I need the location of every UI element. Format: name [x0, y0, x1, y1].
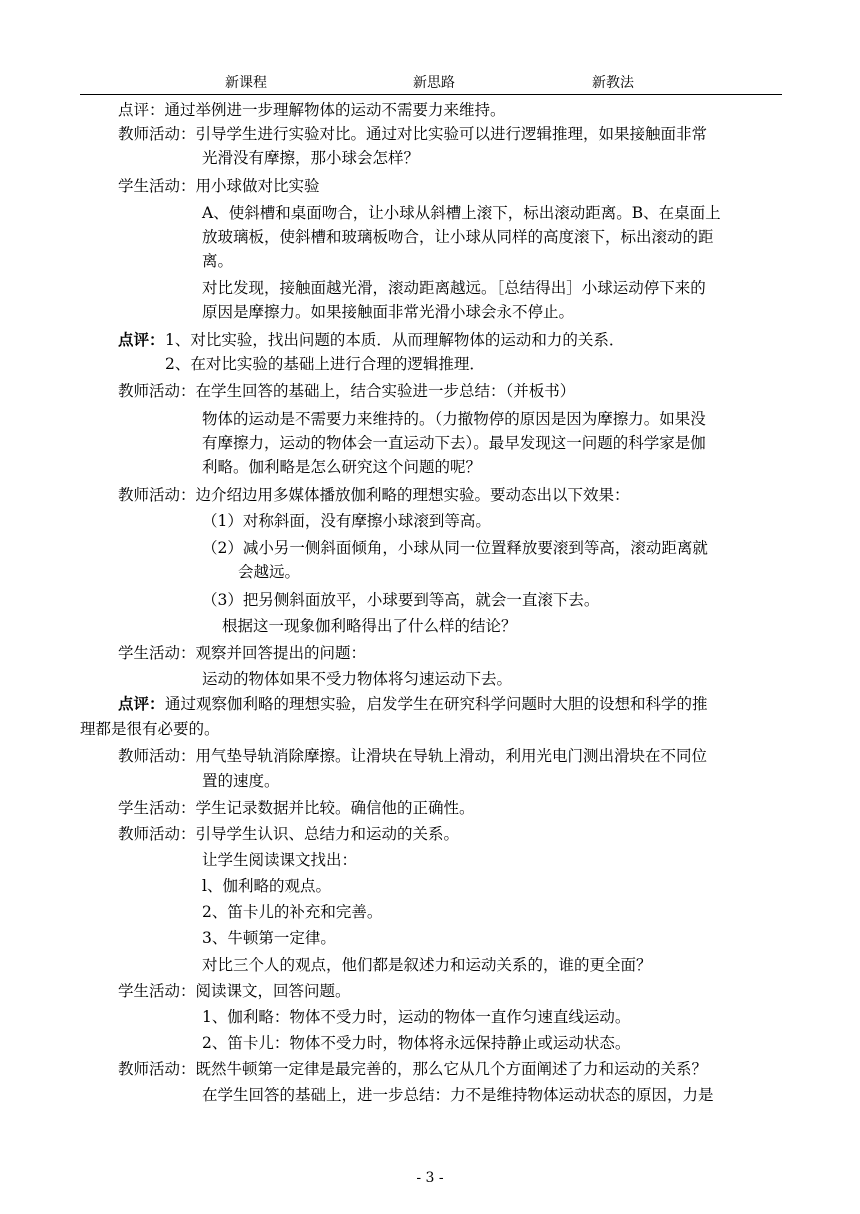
text-line: 教师活动：引导学生认识、总结力和运动的关系。	[118, 825, 460, 843]
page-number: - 3 -	[416, 1170, 444, 1186]
text-line: 学生活动：学生记录数据并比较。确信他的正确性。	[118, 799, 475, 817]
text-line: 利略。伽利略是怎么研究这个问题的呢？	[202, 458, 482, 476]
text-line: 通过观察伽利略的理想实验，启发学生在研究科学问题时大胆的设想和科学的推	[165, 695, 708, 713]
text-line: 3、牛顿第一定律。	[202, 929, 336, 947]
text-line: 1、伽利略：物体不受力时，运动的物体一直作匀速直线运动。	[202, 1008, 631, 1026]
text-line: （3）把另侧斜面放平，小球要到等高，就会一直滚下去。	[202, 591, 600, 609]
text-line: 2、笛卡儿：物体不受力时，物体将永远保持静止或运动状态。	[202, 1034, 631, 1052]
text-line: 教师活动：既然牛顿第一定律是最完善的，那么它从几个方面阐述了力和运动的关系？	[118, 1060, 708, 1078]
comment-label: 点评：	[118, 694, 165, 713]
text-line: 2、在对比实验的基础上进行合理的逻辑推理．	[165, 355, 485, 373]
text-line: 让学生阅读课文找出：	[202, 851, 358, 869]
text-line: 置的速度。	[202, 772, 280, 790]
text-line: （2）减小另一侧斜面倾角，小球从同一位置释放要滚到等高，滚动距离就	[202, 539, 708, 557]
text-line: 运动的物体如果不受力物体将匀速运动下去。	[202, 670, 513, 688]
text-line: 原因是摩擦力。如果接触面非常光滑小球会永不停止。	[202, 303, 575, 321]
text-line: 点评：通过举例进一步理解物体的运动不需要力来维持。	[118, 101, 506, 119]
text-line: 对比三个人的观点，他们都是叙述力和运动关系的，谁的更全面？	[202, 956, 652, 974]
text-line: 物体的运动是不需要力来维持的。（力撤物停的原因是因为摩擦力。如果没	[202, 410, 706, 428]
text-line: 教师活动：用气垫导轨消除摩擦。让滑块在导轨上滑动，利用光电门测出滑块在不同位	[118, 747, 708, 765]
text-line: 理都是很有必要的。	[80, 720, 220, 738]
comment-label: 点评：	[118, 330, 165, 349]
text-line: 在学生回答的基础上，进一步总结：力不是维持物体运动状态的原因，力是	[202, 1086, 714, 1104]
text-line: 1、对比实验，找出问题的本质．从而理解物体的运动和力的关系．	[165, 331, 625, 349]
text-line: 会越远。	[238, 563, 301, 581]
header-right: 新教法	[592, 75, 634, 91]
text-line: 光滑没有摩擦，那小球会怎样？	[202, 149, 420, 167]
text-line: 对比发现，接触面越光滑，滚动距离越远。［总结得出］小球运动停下来的	[202, 279, 706, 297]
text-line: 教师活动：引导学生进行实验对比。通过对比实验可以进行逻辑推理，如果接触面非常	[118, 125, 708, 143]
text-line: 学生活动：用小球做对比实验	[118, 177, 320, 195]
text-line: 教师活动：在学生回答的基础上，结合实验进一步总结：（并板书）	[118, 382, 576, 400]
text-line: 学生活动：观察并回答提出的问题：	[118, 644, 367, 662]
page-header	[80, 72, 782, 95]
text-line: 教师活动：边介绍边用多媒体播放伽利略的理想实验。要动态出以下效果：	[118, 486, 630, 504]
header-middle: 新思路	[413, 75, 455, 91]
text-line: A、使斜槽和桌面吻合，让小球从斜槽上滚下，标出滚动距离。B、在桌面上	[202, 204, 721, 222]
text-line: 放玻璃板，使斜槽和玻璃板吻合，让小球从同样的高度滚下，标出滚动的距	[202, 228, 714, 246]
text-line: 离。	[202, 252, 234, 270]
text-line: l、伽利略的观点。	[202, 877, 331, 895]
text-line: 有摩擦力，运动的物体会一直运动下去）。最早发现这一问题的科学家是伽	[202, 434, 706, 452]
text-line: 2、笛卡儿的补充和完善。	[202, 903, 383, 921]
text-line: 根据这一现象伽利略得出了什么样的结论？	[222, 617, 517, 635]
header-left: 新课程	[225, 75, 267, 91]
text-line: 学生活动：阅读课文，回答问题。	[118, 982, 351, 1000]
text-line: （1）对称斜面，没有摩擦小球滚到等高。	[202, 512, 491, 530]
